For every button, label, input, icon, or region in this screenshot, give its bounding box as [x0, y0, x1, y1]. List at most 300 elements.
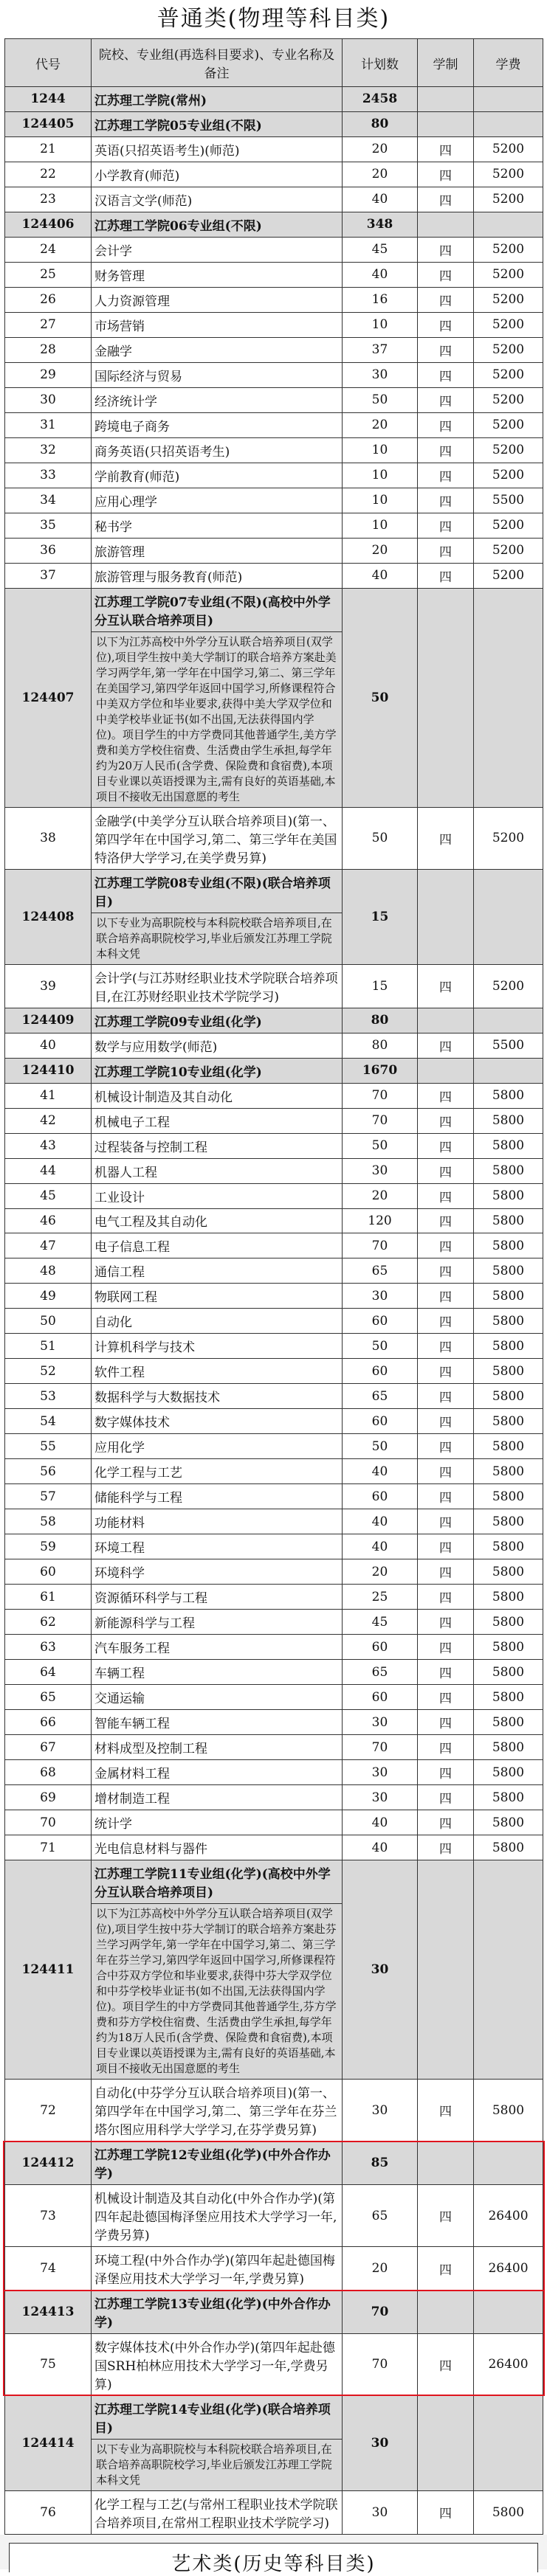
group-row	[5, 1058, 543, 1083]
cell-plan: 40	[343, 1459, 418, 1484]
major-row	[5, 2490, 543, 2534]
cell-name: 江苏理工学院05专业组(不限)	[92, 111, 343, 136]
cell-code: 53	[5, 1384, 92, 1409]
cell-code: 124414	[5, 2395, 92, 2490]
cell-name: 环境工程	[92, 1534, 343, 1559]
cell-plan: 70	[343, 2334, 418, 2396]
cell-years: 四	[418, 2080, 474, 2142]
cell-years: 四	[418, 187, 474, 212]
major-row	[5, 187, 543, 212]
major-row	[5, 337, 543, 362]
cell-fee	[474, 2291, 543, 2334]
cell-plan: 30	[343, 362, 418, 387]
cell-fee: 5800	[474, 1334, 543, 1359]
cell-code: 74	[5, 2247, 92, 2291]
cell-plan: 1670	[343, 1058, 418, 1083]
cell-plan: 30	[343, 1284, 418, 1309]
cell-fee: 5800	[474, 1208, 543, 1233]
major-row	[5, 2247, 543, 2291]
cell-name: 数字媒体技术(中外合作办学)(第四年起赴德国SRH柏林应用技术大学学习一年,学费另算)	[92, 2334, 343, 2396]
cell-years: 四	[418, 964, 474, 1008]
cell-years: 四	[418, 1158, 474, 1183]
cell-code: 71	[5, 1835, 92, 1860]
cell-fee: 5800	[474, 1384, 543, 1409]
cell-name: 数据科学与大数据技术	[92, 1384, 343, 1409]
cell-years	[418, 111, 474, 136]
cell-years: 四	[418, 1359, 474, 1384]
cell-name: 人力资源管理	[92, 287, 343, 312]
cell-code: 66	[5, 1710, 92, 1735]
cell-years: 四	[418, 1133, 474, 1158]
cell-plan: 10	[343, 437, 418, 463]
cell-plan: 20	[343, 2247, 418, 2291]
cell-years: 四	[418, 262, 474, 287]
column-header-plan: 计划数	[343, 39, 418, 87]
major-row	[5, 1509, 543, 1534]
cell-name: 江苏理工学院(常州)	[92, 87, 343, 112]
cell-code: 55	[5, 1434, 92, 1459]
cell-years	[418, 869, 474, 964]
cell-code: 124408	[5, 869, 92, 964]
cell-years: 四	[418, 412, 474, 437]
group-row	[5, 1860, 543, 1904]
cell-plan: 30	[343, 2395, 418, 2490]
cell-name: 江苏理工学院10专业组(化学)	[92, 1058, 343, 1083]
cell-plan: 70	[343, 1108, 418, 1133]
cell-name: 江苏理工学院14专业组(化学)(联合培养项目)	[92, 2395, 343, 2439]
major-row	[5, 1785, 543, 1810]
cell-name: 跨境电子商务	[92, 412, 343, 437]
major-row	[5, 1534, 543, 1559]
cell-code: 63	[5, 1635, 92, 1660]
cell-code: 58	[5, 1509, 92, 1534]
cell-code: 22	[5, 162, 92, 187]
cell-name: 金融学	[92, 337, 343, 362]
major-row	[5, 1559, 543, 1585]
major-row	[5, 1033, 543, 1058]
cell-fee: 26400	[474, 2185, 543, 2247]
cell-name: 秘书学	[92, 513, 343, 538]
cell-fee: 5200	[474, 187, 543, 212]
cell-name: 旅游管理与服务教育(师范)	[92, 563, 343, 588]
cell-code: 50	[5, 1309, 92, 1334]
cell-plan: 70	[343, 2291, 418, 2334]
cell-code: 1244	[5, 87, 92, 112]
cell-years: 四	[418, 1258, 474, 1284]
cell-years: 四	[418, 1183, 474, 1208]
major-row	[5, 1133, 543, 1158]
cell-fee: 5800	[474, 1434, 543, 1459]
column-header-name: 院校、专业组(再选科目要求)、专业名称及备注	[92, 39, 343, 87]
cell-plan: 65	[343, 1384, 418, 1409]
cell-years	[418, 2395, 474, 2490]
cell-fee: 5500	[474, 1033, 543, 1058]
cell-fee: 5800	[474, 1585, 543, 1610]
cell-name: 增材制造工程	[92, 1785, 343, 1810]
cell-fee: 5800	[474, 1735, 543, 1760]
cell-plan: 65	[343, 1258, 418, 1284]
cell-fee	[474, 2395, 543, 2490]
group-row	[5, 212, 543, 237]
cell-plan: 25	[343, 1585, 418, 1610]
cell-plan: 50	[343, 588, 418, 807]
cell-years: 四	[418, 2334, 474, 2396]
cell-plan: 40	[343, 1509, 418, 1534]
cell-years: 四	[418, 2185, 474, 2247]
cell-name: 机械设计制造及其自动化	[92, 1083, 343, 1108]
table-header-row	[5, 39, 543, 87]
cell-name: 软件工程	[92, 1359, 343, 1384]
cell-plan: 65	[343, 1660, 418, 1685]
cell-years: 四	[418, 312, 474, 337]
cell-fee: 5800	[474, 1760, 543, 1785]
cell-years: 四	[418, 1459, 474, 1484]
cell-years	[418, 2142, 474, 2185]
cell-years	[418, 87, 474, 112]
cell-years: 四	[418, 488, 474, 513]
group-row	[5, 111, 543, 136]
cell-name: 金属材料工程	[92, 1760, 343, 1785]
cell-years: 四	[418, 1685, 474, 1710]
major-row	[5, 362, 543, 387]
cell-name: 工业设计	[92, 1183, 343, 1208]
cell-years: 四	[418, 136, 474, 162]
cell-code: 76	[5, 2490, 92, 2534]
cell-plan: 37	[343, 337, 418, 362]
cell-fee: 5500	[474, 488, 543, 513]
cell-plan: 30	[343, 1760, 418, 1785]
major-row	[5, 162, 543, 187]
cell-code: 45	[5, 1183, 92, 1208]
cell-code: 25	[5, 262, 92, 287]
cell-fee: 5800	[474, 1534, 543, 1559]
cell-years: 四	[418, 1334, 474, 1359]
cell-code: 75	[5, 2334, 92, 2396]
major-row	[5, 1083, 543, 1108]
cell-code: 124409	[5, 1008, 92, 1033]
cell-plan: 348	[343, 212, 418, 237]
cell-code: 42	[5, 1108, 92, 1133]
cell-plan: 30	[343, 1158, 418, 1183]
major-row	[5, 463, 543, 488]
cell-years: 四	[418, 538, 474, 563]
cell-code: 41	[5, 1083, 92, 1108]
cell-plan: 60	[343, 1484, 418, 1509]
cell-years: 四	[418, 1660, 474, 1685]
cell-plan: 40	[343, 262, 418, 287]
cell-plan: 15	[343, 869, 418, 964]
major-row	[5, 2334, 543, 2396]
admission-plan-table	[4, 38, 543, 2535]
cell-code: 33	[5, 463, 92, 488]
cell-years: 四	[418, 1033, 474, 1058]
major-row	[5, 1484, 543, 1509]
major-row	[5, 807, 543, 869]
cell-plan: 120	[343, 1208, 418, 1233]
cell-fee	[474, 1058, 543, 1083]
major-row	[5, 1409, 543, 1434]
cell-plan: 40	[343, 1534, 418, 1559]
cell-fee: 5800	[474, 1309, 543, 1334]
major-row	[5, 1284, 543, 1309]
major-row	[5, 437, 543, 463]
cell-code: 67	[5, 1735, 92, 1760]
major-row	[5, 412, 543, 437]
cell-fee: 26400	[474, 2334, 543, 2396]
cell-fee: 5200	[474, 262, 543, 287]
cell-code: 37	[5, 563, 92, 588]
cell-plan: 50	[343, 807, 418, 869]
cell-years: 四	[418, 1384, 474, 1409]
cell-plan: 10	[343, 488, 418, 513]
cell-name: 数学与应用数学(师范)	[92, 1033, 343, 1058]
cell-years: 四	[418, 1083, 474, 1108]
cell-years: 四	[418, 463, 474, 488]
cell-name: 汽车服务工程	[92, 1635, 343, 1660]
major-row	[5, 1635, 543, 1660]
cell-years: 四	[418, 1509, 474, 1534]
cell-plan: 20	[343, 1559, 418, 1585]
cell-name: 化学工程与工艺(与常州工程职业技术学院联合培养项目,在常州工程职业技术学院学习)	[92, 2490, 343, 2534]
cell-years: 四	[418, 1585, 474, 1610]
cell-code: 36	[5, 538, 92, 563]
cell-years: 四	[418, 1434, 474, 1459]
cell-name: 旅游管理	[92, 538, 343, 563]
cell-name: 江苏理工学院13专业组(化学)(中外合作办学)	[92, 2291, 343, 2334]
cell-code: 27	[5, 312, 92, 337]
cell-code: 72	[5, 2080, 92, 2142]
cell-plan: 50	[343, 387, 418, 412]
cell-code: 62	[5, 1610, 92, 1635]
cell-fee: 5200	[474, 237, 543, 262]
cell-plan: 20	[343, 1183, 418, 1208]
cell-fee: 5200	[474, 513, 543, 538]
cell-code: 69	[5, 1785, 92, 1810]
cell-fee: 5800	[474, 1258, 543, 1284]
cell-code: 73	[5, 2185, 92, 2247]
cell-years: 四	[418, 387, 474, 412]
cell-fee: 5200	[474, 463, 543, 488]
cell-name: 江苏理工学院11专业组(化学)(高校中外学分互认联合培养项目)	[92, 1860, 343, 1904]
cell-years: 四	[418, 1534, 474, 1559]
major-row	[5, 1685, 543, 1710]
major-row	[5, 1735, 543, 1760]
cell-years: 四	[418, 1208, 474, 1233]
major-row	[5, 1208, 543, 1233]
major-row	[5, 1610, 543, 1635]
cell-fee: 5200	[474, 312, 543, 337]
cell-years: 四	[418, 1233, 474, 1258]
cell-plan: 30	[343, 2080, 418, 2142]
cell-code: 68	[5, 1760, 92, 1785]
cell-fee	[474, 212, 543, 237]
cell-fee: 26400	[474, 2247, 543, 2291]
cell-code: 124410	[5, 1058, 92, 1083]
cell-fee: 5800	[474, 1660, 543, 1685]
cell-plan: 15	[343, 964, 418, 1008]
cell-plan: 70	[343, 1735, 418, 1760]
cell-code: 56	[5, 1459, 92, 1484]
cell-code: 65	[5, 1685, 92, 1710]
cell-plan: 40	[343, 563, 418, 588]
cell-code: 26	[5, 287, 92, 312]
cell-name: 功能材料	[92, 1509, 343, 1534]
cell-plan: 10	[343, 513, 418, 538]
cell-code: 124411	[5, 1860, 92, 2080]
column-header-years: 学制	[418, 39, 474, 87]
cell-fee: 5200	[474, 563, 543, 588]
major-row	[5, 312, 543, 337]
major-row	[5, 387, 543, 412]
cell-fee: 5800	[474, 1284, 543, 1309]
page-title: 普通类(物理等科目类)	[156, 6, 391, 32]
cell-name: 商务英语(只招英语考生)	[92, 437, 343, 463]
cell-fee: 5800	[474, 1359, 543, 1384]
cell-plan: 16	[343, 287, 418, 312]
cell-code: 29	[5, 362, 92, 387]
cell-fee: 5800	[474, 1835, 543, 1860]
cell-fee: 5800	[474, 1810, 543, 1835]
cell-name: 市场营销	[92, 312, 343, 337]
major-row	[5, 1835, 543, 1860]
major-row	[5, 1660, 543, 1685]
cell-fee	[474, 87, 543, 112]
cell-code: 70	[5, 1810, 92, 1835]
cell-code: 57	[5, 1484, 92, 1509]
cell-code: 54	[5, 1409, 92, 1434]
cell-name: 英语(只招英语考生)(师范)	[92, 136, 343, 162]
cell-years: 四	[418, 513, 474, 538]
cell-fee: 5800	[474, 1183, 543, 1208]
cell-years: 四	[418, 1785, 474, 1810]
cell-years: 四	[418, 162, 474, 187]
cell-plan: 60	[343, 1359, 418, 1384]
cell-code: 30	[5, 387, 92, 412]
major-row	[5, 563, 543, 588]
cell-years: 四	[418, 1760, 474, 1785]
cell-plan: 60	[343, 1685, 418, 1710]
cell-name: 会计学	[92, 237, 343, 262]
cell-years	[418, 1058, 474, 1083]
major-row	[5, 1258, 543, 1284]
cell-fee: 5800	[474, 1409, 543, 1434]
cell-name: 以下专业为高职院校与本科院校联合培养项目,在联合培养高职院校学习,毕业后颁发江苏理工学院本科文凭	[92, 2439, 343, 2490]
cell-code: 28	[5, 337, 92, 362]
major-row	[5, 1108, 543, 1133]
cell-name: 储能科学与工程	[92, 1484, 343, 1509]
cell-years: 四	[418, 807, 474, 869]
major-row	[5, 136, 543, 162]
group-row	[5, 869, 543, 913]
cell-name: 财务管理	[92, 262, 343, 287]
cell-name: 机械电子工程	[92, 1108, 343, 1133]
cell-years: 四	[418, 1409, 474, 1434]
cell-name: 小学教育(师范)	[92, 162, 343, 187]
cell-code: 39	[5, 964, 92, 1008]
cell-plan: 85	[343, 2142, 418, 2185]
cell-code: 23	[5, 187, 92, 212]
cell-fee: 5800	[474, 1559, 543, 1585]
cell-fee: 5800	[474, 1685, 543, 1710]
cell-plan: 40	[343, 187, 418, 212]
cell-fee: 5800	[474, 2080, 543, 2142]
cell-fee: 5200	[474, 807, 543, 869]
cell-fee	[474, 869, 543, 964]
cell-code: 40	[5, 1033, 92, 1058]
cell-plan: 30	[343, 2490, 418, 2534]
cell-code: 124406	[5, 212, 92, 237]
cell-years: 四	[418, 2247, 474, 2291]
cell-years: 四	[418, 2490, 474, 2534]
cell-years	[418, 212, 474, 237]
cell-fee: 5200	[474, 136, 543, 162]
column-header-code: 代号	[5, 39, 92, 87]
cell-plan: 20	[343, 412, 418, 437]
cell-years: 四	[418, 237, 474, 262]
cell-name: 过程装备与控制工程	[92, 1133, 343, 1158]
group-row	[5, 588, 543, 631]
cell-name: 应用化学	[92, 1434, 343, 1459]
cell-code: 64	[5, 1660, 92, 1685]
cell-fee	[474, 111, 543, 136]
cell-plan: 80	[343, 1033, 418, 1058]
cell-plan: 10	[343, 463, 418, 488]
major-row	[5, 1585, 543, 1610]
cell-fee	[474, 1008, 543, 1033]
major-row	[5, 1434, 543, 1459]
major-row	[5, 1384, 543, 1409]
cell-plan: 70	[343, 1083, 418, 1108]
major-row	[5, 1334, 543, 1359]
cell-years: 四	[418, 1635, 474, 1660]
cell-years: 四	[418, 1284, 474, 1309]
cell-years	[418, 2291, 474, 2334]
cell-code: 124405	[5, 111, 92, 136]
cell-name: 材料成型及控制工程	[92, 1735, 343, 1760]
cell-years: 四	[418, 1559, 474, 1585]
cell-plan: 80	[343, 111, 418, 136]
school-row	[5, 87, 543, 112]
cell-years: 四	[418, 437, 474, 463]
cell-plan: 60	[343, 1309, 418, 1334]
cell-name: 通信工程	[92, 1258, 343, 1284]
cell-fee: 5800	[474, 1710, 543, 1735]
cell-plan: 80	[343, 1008, 418, 1033]
major-row	[5, 237, 543, 262]
cell-name: 环境科学	[92, 1559, 343, 1585]
cell-name: 以下为江苏高校中外学分互认联合培养项目(双学位),项目学生按中美大学制订的联合培养方案赴美学习两学年,第一学年在中国学习,第二、第三学年在美国学习,第四学年返回中国学习,所修课程符合中美双方学位和毕业要求,获得中美大学双学位和中美学校毕业证书(如不出国,无法获得国内学位)。项目学生的中方学费同其他普通学生,美方学费和美方学校住宿费、生活费由学生承担,每学年约为20万人民币(含学费、保险费和食宿费),本项目专业课以英语授课为主,需有良好的英语基础,本项目不接收无出国意愿的考生	[92, 631, 343, 807]
cell-name: 电气工程及其自动化	[92, 1208, 343, 1233]
cell-code: 24	[5, 237, 92, 262]
cell-plan: 20	[343, 162, 418, 187]
cell-name: 资源循环科学与工程	[92, 1585, 343, 1610]
cell-fee: 5200	[474, 287, 543, 312]
major-row	[5, 1309, 543, 1334]
cell-plan: 45	[343, 237, 418, 262]
cell-fee: 5800	[474, 1635, 543, 1660]
cell-fee: 5800	[474, 1083, 543, 1108]
cell-plan: 50	[343, 1334, 418, 1359]
cell-name: 数字媒体技术	[92, 1409, 343, 1434]
cell-years: 四	[418, 287, 474, 312]
group-row	[5, 2395, 543, 2439]
cell-fee: 5800	[474, 1133, 543, 1158]
cell-years: 四	[418, 1835, 474, 1860]
cell-code: 52	[5, 1359, 92, 1384]
cell-fee	[474, 2142, 543, 2185]
cell-fee: 5800	[474, 1509, 543, 1534]
cell-code: 49	[5, 1284, 92, 1309]
